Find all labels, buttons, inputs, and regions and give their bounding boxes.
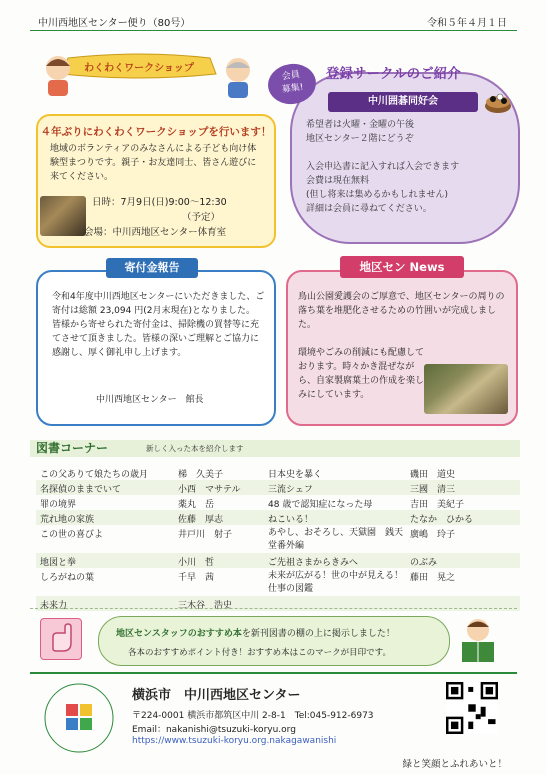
circle-name: 中川囲碁同好会 [328,92,478,112]
book-row [36,568,520,596]
library-title: 図書コーナー [36,441,109,455]
book-author: 三國 清三 [410,485,456,495]
book-title: 48 歳で認知症になった母 [268,500,373,510]
book-title: 罪の境界 [40,500,77,510]
book-row [36,525,520,553]
association-logo [42,680,116,756]
qr-code-icon[interactable] [446,682,498,734]
book-row [36,465,520,480]
compost-photo [424,364,508,414]
book-author: 吉田 美紀子 [410,500,465,510]
footer-divider [30,672,517,674]
book-title: あやし、おそろし、天獄園 銭天堂番外編 [268,528,404,551]
header-divider [30,30,517,31]
center-url[interactable]: https://www.tsuzuki-koryu.org.nakagawanishi [132,736,337,746]
book-row [36,553,520,568]
book-title: この世の喜びよ [40,530,104,540]
recommend-mark-icon [40,618,82,660]
book-title: 日本史を暴く [268,470,323,480]
book-author: 井戸川 射子 [178,530,233,540]
library-subtitle: 新しく入った本を紹介します [146,444,244,453]
grandmother-illustration-icon [218,54,258,100]
book-author: 薬丸 岳 [178,500,215,510]
reading-child-icon [452,616,504,666]
book-author: 三木谷 浩史 [178,601,233,611]
news-body-2: 環境やごみの削減にも配慮しております。時々かき混ぜながら、自家製腐葉土の作成を楽しみにしています。 [298,348,425,400]
issue-date: 令和５年４月１日 [427,18,507,29]
book-row [36,510,520,525]
workshop-title: ４年ぶりにわくわくワークショップを行います！ [40,126,272,138]
library-divider [30,608,517,609]
book-title: 未来が広がる！世の中が見える！仕事の図鑑 [268,571,404,594]
book-title: 荒れ地の家族 [40,515,95,525]
center-email[interactable]: Email：nakanishi@tsuzuki-koryu.org [132,725,296,735]
child-illustration-icon [38,52,78,98]
footer-tagline: 緑と笑顔とふれあいと！ [402,759,507,770]
recommend-bold: 地区センスタッフのおすすめ本 [116,629,242,639]
book-title: 三流シェフ [268,485,313,495]
workshop-venue: 会場：中川西地区センター体育室 [84,227,227,238]
book-row [36,480,520,495]
workshop-tentative: （予定） [182,212,221,223]
book-title: 地図と拳 [40,558,77,568]
center-name: 横浜市 中川西地区センター [132,688,301,703]
center-address: 〒224-0001 横浜市都筑区中川 2-8-1 Tel:045-912-6973 [132,711,374,721]
news-body-1: 鳥山公園愛護会のご厚意で、地区センターの周りの落ち葉を堆肥化させるための竹囲いが完成しました。 [298,292,505,330]
book-title: しろがねの葉 [40,573,95,583]
circle-heading: 登録サークルのご紹介 [326,66,461,82]
donation-body: 令和4年度中川西地区センターにいただきました、ご寄付は総額 23,094 円(2月末現在)となりました。 皆様から寄せられた寄付金は、掃除機の買替等に充てさせて頂きました。皆様の深いご理解とご協力に感謝し、厚く御礼申し上げます。 [52,292,265,358]
book-author: 小西 マサテル [178,485,241,495]
workshop-photo [40,196,86,236]
book-author: 藤田 晃之 [410,573,456,583]
recommend-rest: を新刊図書の棚の上に掲示しました！ [241,629,395,639]
news-tag: 地区セン News [340,256,464,278]
book-title: 名探偵のままでいて [40,485,122,495]
book-row [36,495,520,510]
recruit-badge: 会員 募集! [265,61,318,107]
book-title: ねこいる！ [268,515,314,525]
book-author: 千早 茜 [178,573,215,583]
donation-signature: 中川西地区センター 館長 [96,395,204,405]
workshop-banner-text: わくわくワークショップ [84,63,194,74]
book-author: 磯田 道史 [410,470,456,480]
recommend-line-1 [116,626,395,639]
go-stones-icon [484,88,512,114]
book-author: のぶみ [410,558,438,568]
recommend-line-2: 各本のおすすめポイント付き！おすすめ本はこのマークが目印です。 [128,648,391,658]
book-title: ご先祖さまからきみへ [268,558,358,568]
book-author: 小川 哲 [178,558,215,568]
book-author: 佐藤 厚志 [178,515,224,525]
book-title: 未来力 [40,601,68,611]
donation-tag: 寄付金報告 [106,258,198,278]
book-author: 廣嶋 玲子 [410,530,456,540]
recommend-panel [98,616,450,666]
workshop-body: 地域のボランティアのみなさんによる子ども向け体験型まつりです。親子・お友達同士、皆さん遊びに来てください。 [50,144,257,182]
newsletter-issue: 中川西地区センター便り（80号） [38,18,191,29]
workshop-date: 日時：7月9日(日)9:00～12:30 [92,197,227,208]
book-title: この父ありて娘たちの歳月 [40,470,149,480]
book-author: たなか ひかる [410,515,474,525]
workshop-banner [60,52,218,82]
circle-body: 希望者は火曜・金曜の午後 地区センター２階にどうぞ 入会申込書に記入すれば入会できます 会費は現在無料 (但し将来は集めるかもしれません) 詳細は会員に尋ねてください。 [306,120,460,214]
workshop-panel [36,114,276,248]
book-list [36,465,520,611]
book-author: 梯 久美子 [178,470,224,480]
